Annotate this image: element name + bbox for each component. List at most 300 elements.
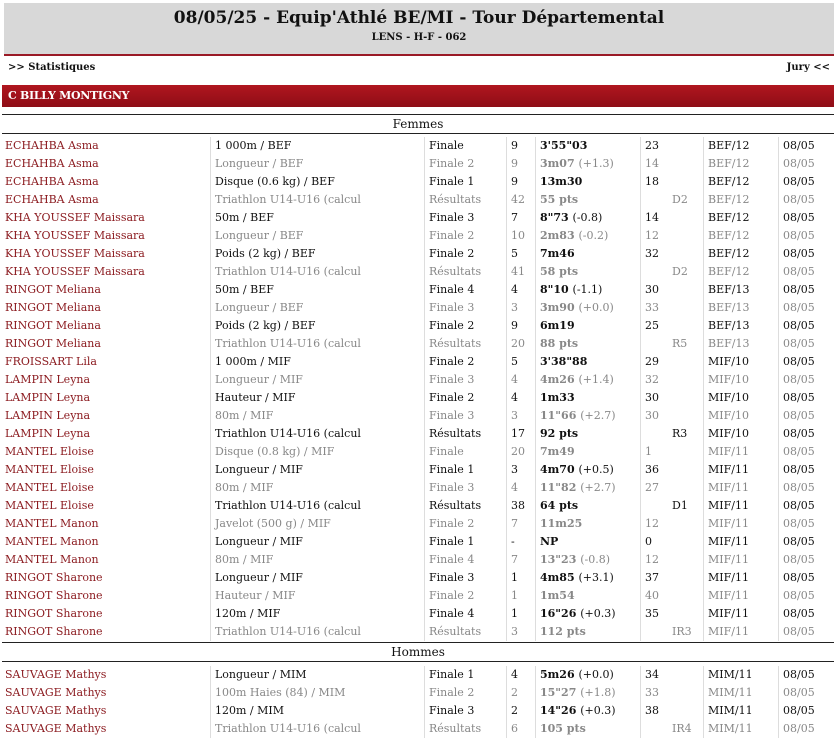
athlete-name-link[interactable]: RINGOT Meliana bbox=[5, 319, 101, 332]
level-cell bbox=[668, 515, 703, 533]
category-cell: MIM/11 bbox=[703, 684, 778, 702]
athlete-name-link[interactable]: SAUVAGE Mathys bbox=[5, 686, 107, 699]
athlete-name-link[interactable]: RINGOT Meliana bbox=[5, 283, 101, 296]
athlete-name-link[interactable]: MANTEL Eloise bbox=[5, 499, 94, 512]
performance-value: 4m26 bbox=[540, 373, 575, 386]
category-cell: MIF/11 bbox=[703, 587, 778, 605]
event-cell: Triathlon U14-U16 (calcul bbox=[210, 720, 424, 738]
round-cell: Finale 2 bbox=[424, 587, 506, 605]
place-cell: - bbox=[506, 533, 535, 551]
performance-value: 92 pts bbox=[540, 427, 579, 440]
date-cell: 08/05 bbox=[778, 245, 836, 263]
date-cell: 08/05 bbox=[778, 515, 836, 533]
points-cell: 32 bbox=[640, 371, 668, 389]
date-cell: 08/05 bbox=[778, 479, 836, 497]
date-cell: 08/05 bbox=[778, 137, 836, 155]
round-cell: Finale 3 bbox=[424, 479, 506, 497]
performance-cell bbox=[535, 209, 640, 227]
round-cell: Finale 3 bbox=[424, 371, 506, 389]
table-row bbox=[0, 551, 838, 569]
points-cell: 38 bbox=[640, 702, 668, 720]
level-cell bbox=[668, 155, 703, 173]
wind-value: (+1.3) bbox=[578, 157, 614, 170]
points-cell: 33 bbox=[640, 299, 668, 317]
place-cell: 7 bbox=[506, 515, 535, 533]
round-cell: Finale 2 bbox=[424, 353, 506, 371]
wind-value: (-0.2) bbox=[578, 229, 609, 242]
athlete-name-link[interactable]: RINGOT Sharone bbox=[5, 625, 103, 638]
athlete-name-link[interactable]: KHA YOUSSEF Maissara bbox=[5, 211, 145, 224]
event-cell: Disque (0.6 kg) / BEF bbox=[210, 173, 424, 191]
level-cell bbox=[668, 407, 703, 425]
athlete-name-link[interactable]: MANTEL Manon bbox=[5, 553, 99, 566]
level-cell bbox=[668, 443, 703, 461]
points-cell: 27 bbox=[640, 479, 668, 497]
date-cell: 08/05 bbox=[778, 684, 836, 702]
level-cell bbox=[668, 299, 703, 317]
level-cell bbox=[668, 353, 703, 371]
round-cell: Finale 2 bbox=[424, 389, 506, 407]
level-cell: R5 bbox=[672, 337, 688, 350]
level-cell bbox=[668, 137, 703, 155]
level-cell bbox=[668, 479, 703, 497]
event-cell: Longueur / MIF bbox=[210, 533, 424, 551]
performance-cell bbox=[535, 335, 640, 353]
date-cell: 08/05 bbox=[778, 227, 836, 245]
performance-value: 8"73 bbox=[540, 211, 569, 224]
category-cell: MIF/11 bbox=[703, 623, 778, 641]
points-cell: 40 bbox=[640, 587, 668, 605]
table-row bbox=[0, 317, 838, 335]
level-cell bbox=[668, 317, 703, 335]
place-cell: 17 bbox=[506, 425, 535, 443]
place-cell: 4 bbox=[506, 666, 535, 684]
round-cell: Résultats bbox=[424, 497, 506, 515]
performance-value: 5m26 bbox=[540, 668, 575, 681]
place-cell: 2 bbox=[506, 684, 535, 702]
date-cell: 08/05 bbox=[778, 623, 836, 641]
performance-cell bbox=[535, 443, 640, 461]
performance-value: 3'55"03 bbox=[540, 139, 588, 152]
level-cell bbox=[668, 666, 703, 684]
table-row bbox=[0, 335, 838, 353]
points-cell: 30 bbox=[640, 407, 668, 425]
round-cell: Finale 2 bbox=[424, 515, 506, 533]
performance-cell bbox=[535, 497, 640, 515]
athlete-name-link[interactable]: MANTEL Manon bbox=[5, 517, 99, 530]
place-cell: 1 bbox=[506, 587, 535, 605]
points-cell: 32 bbox=[640, 245, 668, 263]
event-cell: 100m Haies (84) / MIM bbox=[210, 684, 424, 702]
wind-value: (+2.7) bbox=[580, 481, 616, 494]
category-cell: BEF/12 bbox=[703, 191, 778, 209]
round-cell: Finale bbox=[424, 137, 506, 155]
performance-cell bbox=[535, 684, 640, 702]
points-cell: 12 bbox=[640, 515, 668, 533]
performance-cell bbox=[535, 479, 640, 497]
date-cell: 08/05 bbox=[778, 407, 836, 425]
athlete-name-link[interactable]: RINGOT Meliana bbox=[5, 301, 101, 314]
table-row bbox=[0, 479, 838, 497]
points-cell: 36 bbox=[640, 461, 668, 479]
table-row bbox=[0, 245, 838, 263]
event-cell: Longueur / MIF bbox=[210, 371, 424, 389]
athlete-name-link[interactable]: LAMPIN Leyna bbox=[5, 427, 91, 440]
points-cell: 37 bbox=[640, 569, 668, 587]
table-row bbox=[0, 209, 838, 227]
athlete-name-link[interactable]: LAMPIN Leyna bbox=[5, 373, 91, 386]
category-cell: MIF/11 bbox=[703, 533, 778, 551]
round-cell: Finale 2 bbox=[424, 227, 506, 245]
page-title: 08/05/25 - Equip'Athlé BE/MI - Tour Départemental bbox=[173, 8, 665, 28]
round-cell: Résultats bbox=[424, 263, 506, 281]
place-cell: 1 bbox=[506, 605, 535, 623]
performance-cell bbox=[535, 425, 640, 443]
points-cell: 1 bbox=[640, 443, 668, 461]
level-cell: IR3 bbox=[672, 625, 692, 638]
athlete-name-link[interactable]: ECHAHBA Asma bbox=[5, 157, 99, 170]
performance-cell bbox=[535, 605, 640, 623]
date-cell: 08/05 bbox=[778, 666, 836, 684]
event-cell: 1 000m / BEF bbox=[210, 137, 424, 155]
round-cell: Finale bbox=[424, 443, 506, 461]
place-cell: 4 bbox=[506, 389, 535, 407]
points-cell: 29 bbox=[640, 353, 668, 371]
athlete-name-link[interactable]: MANTEL Eloise bbox=[5, 463, 94, 476]
event-cell: Longueur / MIF bbox=[210, 461, 424, 479]
category-cell: MIF/11 bbox=[703, 461, 778, 479]
table-row bbox=[0, 515, 838, 533]
date-cell: 08/05 bbox=[778, 299, 836, 317]
table-row bbox=[0, 720, 838, 738]
performance-value: 3m90 bbox=[540, 301, 575, 314]
performance-value: 11"66 bbox=[540, 409, 577, 422]
performance-value: 11"82 bbox=[540, 481, 577, 494]
athlete-name-link[interactable]: ECHAHBA Asma bbox=[5, 193, 99, 206]
athlete-name-link[interactable]: ECHAHBA Asma bbox=[5, 175, 99, 188]
wind-value: (+1.8) bbox=[580, 686, 616, 699]
category-cell: MIF/11 bbox=[703, 443, 778, 461]
performance-cell bbox=[535, 137, 640, 155]
round-cell: Finale 2 bbox=[424, 245, 506, 263]
round-cell: Finale 2 bbox=[424, 684, 506, 702]
athlete-name-link[interactable]: FROISSART Lila bbox=[5, 355, 97, 368]
category-cell: MIF/10 bbox=[703, 389, 778, 407]
points-cell: 18 bbox=[640, 173, 668, 191]
table-row bbox=[0, 497, 838, 515]
date-cell: 08/05 bbox=[778, 209, 836, 227]
event-cell: 120m / MIM bbox=[210, 702, 424, 720]
event-cell: 50m / BEF bbox=[210, 281, 424, 299]
category-cell: BEF/13 bbox=[703, 299, 778, 317]
category-cell: MIF/11 bbox=[703, 551, 778, 569]
date-cell: 08/05 bbox=[778, 461, 836, 479]
round-cell: Finale 4 bbox=[424, 281, 506, 299]
round-cell: Finale 1 bbox=[424, 173, 506, 191]
level-cell: D2 bbox=[672, 265, 688, 278]
performance-cell bbox=[535, 173, 640, 191]
date-cell: 08/05 bbox=[778, 533, 836, 551]
table-row bbox=[0, 623, 838, 641]
place-cell: 38 bbox=[506, 497, 535, 515]
place-cell: 4 bbox=[506, 479, 535, 497]
points-cell bbox=[640, 191, 668, 209]
table-row bbox=[0, 605, 838, 623]
points-cell: 25 bbox=[640, 317, 668, 335]
wind-value: (+0.0) bbox=[578, 301, 614, 314]
wind-value: (+3.1) bbox=[578, 571, 614, 584]
athlete-name-link[interactable]: MANTEL Eloise bbox=[5, 445, 94, 458]
category-cell: MIF/11 bbox=[703, 515, 778, 533]
nav-bar bbox=[8, 62, 830, 76]
round-cell: Finale 3 bbox=[424, 299, 506, 317]
place-cell: 3 bbox=[506, 407, 535, 425]
athlete-name-link[interactable]: MANTEL Manon bbox=[5, 535, 99, 548]
level-cell bbox=[668, 371, 703, 389]
event-cell: Longueur / MIF bbox=[210, 569, 424, 587]
table-row bbox=[0, 684, 838, 702]
category-cell: BEF/13 bbox=[703, 335, 778, 353]
level-cell: R3 bbox=[672, 427, 688, 440]
level-cell: IR4 bbox=[672, 722, 692, 735]
performance-cell bbox=[535, 245, 640, 263]
performance-cell bbox=[535, 263, 640, 281]
level-cell bbox=[668, 389, 703, 407]
performance-cell bbox=[535, 407, 640, 425]
performance-cell bbox=[535, 317, 640, 335]
page-header bbox=[4, 3, 834, 56]
place-cell: 9 bbox=[506, 173, 535, 191]
athlete-name-link[interactable]: KHA YOUSSEF Maissara bbox=[5, 247, 145, 260]
table-row bbox=[0, 173, 838, 191]
event-cell: Longueur / MIM bbox=[210, 666, 424, 684]
jury-link[interactable]: Jury << bbox=[786, 62, 830, 73]
level-cell bbox=[668, 533, 703, 551]
level-cell bbox=[668, 173, 703, 191]
athlete-name-link[interactable]: RINGOT Meliana bbox=[5, 337, 101, 350]
table-row bbox=[0, 299, 838, 317]
place-cell: 2 bbox=[506, 702, 535, 720]
level-cell bbox=[668, 551, 703, 569]
points-cell: 34 bbox=[640, 666, 668, 684]
category-cell: MIM/11 bbox=[703, 666, 778, 684]
page-subtitle: LENS - H-F - 062 bbox=[371, 32, 467, 43]
round-cell: Résultats bbox=[424, 335, 506, 353]
place-cell: 1 bbox=[506, 569, 535, 587]
points-cell: 30 bbox=[640, 281, 668, 299]
athlete-name-link[interactable]: SAUVAGE Mathys bbox=[5, 668, 107, 681]
athlete-name-link[interactable]: LAMPIN Leyna bbox=[5, 409, 91, 422]
category-cell: BEF/13 bbox=[703, 317, 778, 335]
performance-value: 6m19 bbox=[540, 319, 575, 332]
category-cell: BEF/12 bbox=[703, 137, 778, 155]
performance-cell bbox=[535, 191, 640, 209]
performance-value: 15"27 bbox=[540, 686, 577, 699]
date-cell: 08/05 bbox=[778, 317, 836, 335]
date-cell: 08/05 bbox=[778, 389, 836, 407]
table-row bbox=[0, 533, 838, 551]
event-cell: Poids (2 kg) / BEF bbox=[210, 245, 424, 263]
event-cell: Disque (0.8 kg) / MIF bbox=[210, 443, 424, 461]
level-cell bbox=[668, 461, 703, 479]
round-cell: Résultats bbox=[424, 191, 506, 209]
performance-value: 3m07 bbox=[540, 157, 575, 170]
category-cell: BEF/12 bbox=[703, 263, 778, 281]
athlete-name-link[interactable]: KHA YOUSSEF Maissara bbox=[5, 229, 145, 242]
place-cell: 20 bbox=[506, 443, 535, 461]
category-cell: MIF/10 bbox=[703, 407, 778, 425]
level-cell bbox=[668, 245, 703, 263]
date-cell: 08/05 bbox=[778, 155, 836, 173]
athlete-name-link[interactable]: MANTEL Eloise bbox=[5, 481, 94, 494]
place-cell: 5 bbox=[506, 245, 535, 263]
place-cell: 9 bbox=[506, 137, 535, 155]
athlete-name-link[interactable]: ECHAHBA Asma bbox=[5, 139, 99, 152]
event-cell: Longueur / BEF bbox=[210, 155, 424, 173]
event-cell: 80m / MIF bbox=[210, 479, 424, 497]
section-header-male: Hommes bbox=[2, 642, 834, 662]
date-cell: 08/05 bbox=[778, 569, 836, 587]
table-row bbox=[0, 371, 838, 389]
table-row bbox=[0, 353, 838, 371]
performance-cell bbox=[535, 371, 640, 389]
category-cell: BEF/12 bbox=[703, 227, 778, 245]
category-cell: MIM/11 bbox=[703, 720, 778, 738]
table-row bbox=[0, 281, 838, 299]
table-row bbox=[0, 155, 838, 173]
event-cell: Triathlon U14-U16 (calcul bbox=[210, 497, 424, 515]
points-cell: 23 bbox=[640, 137, 668, 155]
place-cell: 10 bbox=[506, 227, 535, 245]
level-cell bbox=[668, 209, 703, 227]
performance-value: 4m85 bbox=[540, 571, 575, 584]
event-cell: 50m / BEF bbox=[210, 209, 424, 227]
wind-value: (+0.3) bbox=[580, 704, 616, 717]
athlete-name-link[interactable]: RINGOT Sharone bbox=[5, 571, 103, 584]
table-row bbox=[0, 191, 838, 209]
place-cell: 3 bbox=[506, 623, 535, 641]
place-cell: 3 bbox=[506, 461, 535, 479]
table-row bbox=[0, 702, 838, 720]
performance-value: 88 pts bbox=[540, 337, 579, 350]
level-cell bbox=[668, 684, 703, 702]
place-cell: 7 bbox=[506, 209, 535, 227]
performance-value: 1m33 bbox=[540, 391, 575, 404]
date-cell: 08/05 bbox=[778, 720, 836, 738]
round-cell: Résultats bbox=[424, 425, 506, 443]
performance-value: 3'38"88 bbox=[540, 355, 588, 368]
performance-cell bbox=[535, 533, 640, 551]
performance-value: 2m83 bbox=[540, 229, 575, 242]
performance-cell bbox=[535, 702, 640, 720]
level-cell bbox=[668, 702, 703, 720]
category-cell: MIF/11 bbox=[703, 605, 778, 623]
level-cell bbox=[668, 281, 703, 299]
performance-cell bbox=[535, 281, 640, 299]
table-row bbox=[0, 263, 838, 281]
event-cell: Poids (2 kg) / BEF bbox=[210, 317, 424, 335]
date-cell: 08/05 bbox=[778, 173, 836, 191]
points-cell: 35 bbox=[640, 605, 668, 623]
club-banner: C BILLY MONTIGNY bbox=[2, 85, 834, 107]
performance-cell bbox=[535, 666, 640, 684]
category-cell: MIF/11 bbox=[703, 497, 778, 515]
performance-cell bbox=[535, 389, 640, 407]
level-cell bbox=[668, 569, 703, 587]
athlete-name-link[interactable]: SAUVAGE Mathys bbox=[5, 704, 107, 717]
round-cell: Finale 3 bbox=[424, 209, 506, 227]
wind-value: (+0.3) bbox=[580, 607, 616, 620]
place-cell: 9 bbox=[506, 155, 535, 173]
wind-value: (-1.1) bbox=[572, 283, 603, 296]
section-header-female: Femmes bbox=[2, 114, 834, 134]
category-cell: BEF/12 bbox=[703, 173, 778, 191]
round-cell: Finale 1 bbox=[424, 533, 506, 551]
category-cell: MIF/10 bbox=[703, 371, 778, 389]
athlete-name-link[interactable]: RINGOT Sharone bbox=[5, 589, 103, 602]
round-cell: Finale 4 bbox=[424, 605, 506, 623]
performance-value: 8"10 bbox=[540, 283, 569, 296]
points-cell: 0 bbox=[640, 533, 668, 551]
performance-value: 4m70 bbox=[540, 463, 575, 476]
level-cell bbox=[668, 227, 703, 245]
performance-cell bbox=[535, 623, 640, 641]
place-cell: 7 bbox=[506, 551, 535, 569]
performance-cell bbox=[535, 551, 640, 569]
athlete-name-link[interactable]: KHA YOUSSEF Maissara bbox=[5, 265, 145, 278]
event-cell: 80m / MIF bbox=[210, 551, 424, 569]
performance-value: 16"26 bbox=[540, 607, 577, 620]
performance-cell bbox=[535, 353, 640, 371]
round-cell: Finale 4 bbox=[424, 551, 506, 569]
date-cell: 08/05 bbox=[778, 702, 836, 720]
wind-value: (-0.8) bbox=[572, 211, 603, 224]
performance-cell bbox=[535, 569, 640, 587]
category-cell: MIF/11 bbox=[703, 479, 778, 497]
place-cell: 4 bbox=[506, 281, 535, 299]
date-cell: 08/05 bbox=[778, 605, 836, 623]
athlete-name-link[interactable]: SAUVAGE Mathys bbox=[5, 722, 107, 735]
category-cell: BEF/12 bbox=[703, 209, 778, 227]
points-cell: 12 bbox=[640, 227, 668, 245]
event-cell: 1 000m / MIF bbox=[210, 353, 424, 371]
athlete-name-link[interactable]: RINGOT Sharone bbox=[5, 607, 103, 620]
round-cell: Résultats bbox=[424, 720, 506, 738]
performance-cell bbox=[535, 720, 640, 738]
performance-value: 55 pts bbox=[540, 193, 579, 206]
performance-value: 13m30 bbox=[540, 175, 583, 188]
performance-cell bbox=[535, 515, 640, 533]
table-row bbox=[0, 137, 838, 155]
performance-value: 13"23 bbox=[540, 553, 577, 566]
athlete-name-link[interactable]: LAMPIN Leyna bbox=[5, 391, 91, 404]
place-cell: 20 bbox=[506, 335, 535, 353]
round-cell: Finale 1 bbox=[424, 461, 506, 479]
event-cell: 120m / MIF bbox=[210, 605, 424, 623]
date-cell: 08/05 bbox=[778, 281, 836, 299]
level-cell bbox=[668, 587, 703, 605]
points-cell bbox=[640, 425, 668, 443]
level-cell bbox=[668, 605, 703, 623]
place-cell: 5 bbox=[506, 353, 535, 371]
statistics-link[interactable]: >> Statistiques bbox=[8, 62, 96, 73]
table-row bbox=[0, 389, 838, 407]
event-cell: Triathlon U14-U16 (calcul bbox=[210, 263, 424, 281]
place-cell: 3 bbox=[506, 299, 535, 317]
wind-value: (+2.7) bbox=[580, 409, 616, 422]
table-row bbox=[0, 569, 838, 587]
date-cell: 08/05 bbox=[778, 335, 836, 353]
